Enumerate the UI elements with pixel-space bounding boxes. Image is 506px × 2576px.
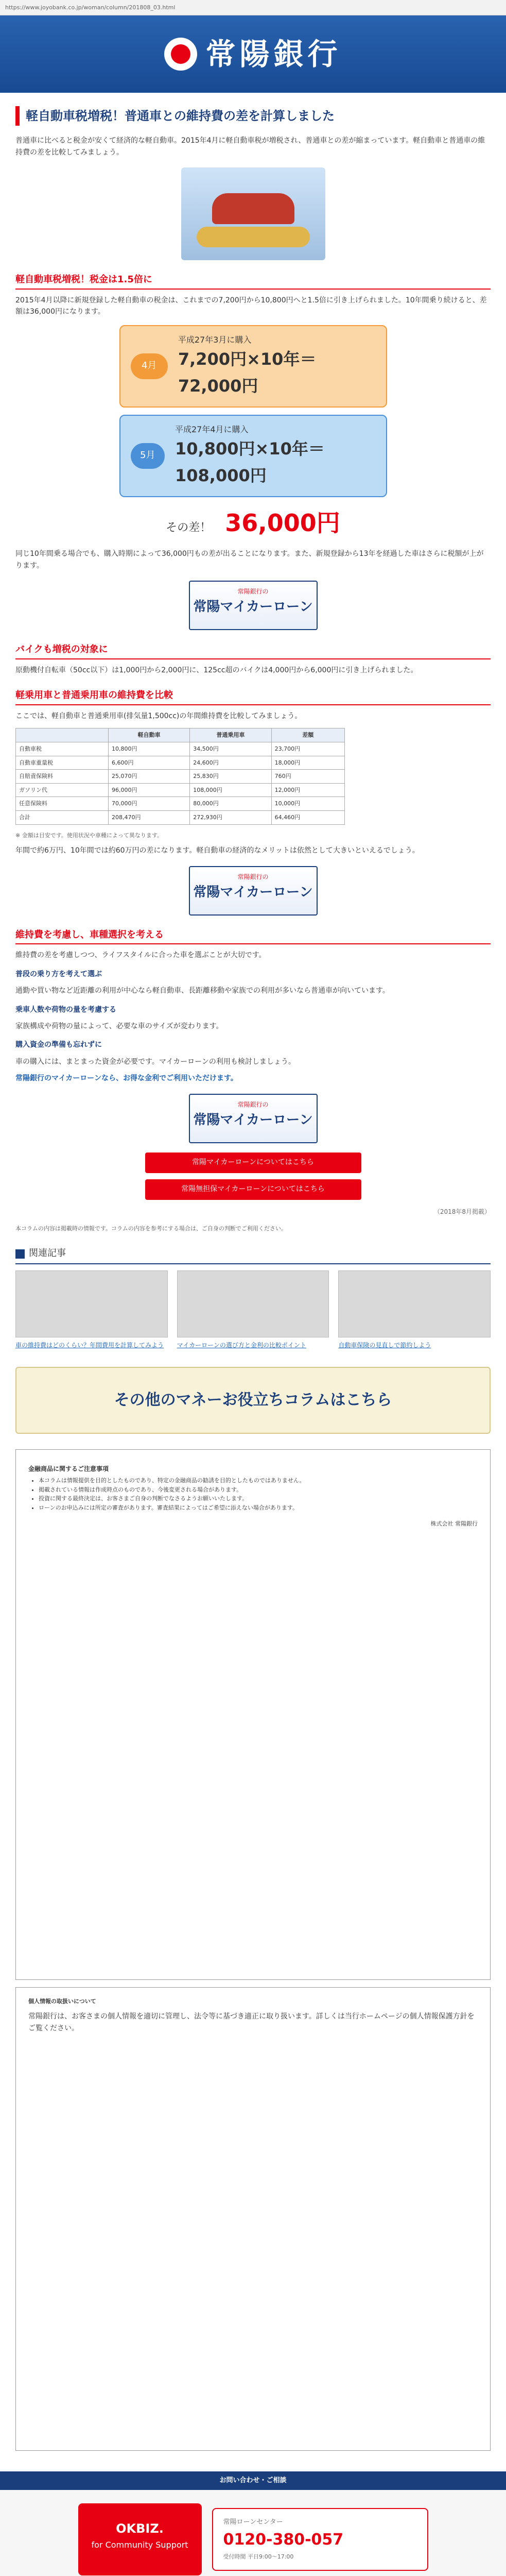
- table-cell: 18,000円: [271, 756, 344, 770]
- section1-body: 2015年4月以降に新規登録した軽自動車の税金は、これまでの7,200円から10,800円へと1.5倍に引き上げられました。10年間乗り続けると、差額は36,000円になります。: [15, 296, 487, 316]
- table-row: [16, 770, 345, 784]
- table-cell: 23,700円: [271, 742, 344, 756]
- table-cell: 80,000円: [190, 797, 271, 811]
- related-item[interactable]: [15, 1270, 168, 1351]
- sub-b-body: 家族構成や荷物の量によって、必要な車のサイズが変わります。: [15, 1022, 223, 1030]
- table-cell: 自賠責保険料: [16, 770, 109, 784]
- table-row: [16, 756, 345, 770]
- table-cell: 10,000円: [271, 797, 344, 811]
- document-icon: [15, 1249, 25, 1259]
- disclaimer: 本コラムの内容は掲載時の情報です。コラムの内容を参考にする場合は、ご自身の判断でご利用ください。: [15, 1225, 287, 1232]
- publish-date: （2018年8月掲載）: [433, 1208, 491, 1215]
- mycar-loan-banner-3[interactable]: [189, 1094, 318, 1143]
- table-cell: 70,000円: [108, 797, 189, 811]
- table-cell: 64,460円: [271, 811, 344, 825]
- hero-image: [181, 167, 325, 260]
- table-cell: 自動車税: [16, 742, 109, 756]
- related-thumbnail[interactable]: [177, 1270, 329, 1337]
- table-cell: 任意保険料: [16, 797, 109, 811]
- coins-icon: [197, 227, 310, 247]
- table-cell: 96,000円: [108, 783, 189, 797]
- table-cell: 24,600円: [190, 756, 271, 770]
- section3-body2: 年間で約6万円、10年間では約60万円の差になります。軽自動車の経済的なメリットは依然として大きいといえるでしょう。: [15, 846, 420, 855]
- tax-after-label: 平成27年4月に購入: [175, 424, 249, 434]
- related-list: [15, 1270, 491, 1351]
- sub-b-title: 乗車人数や荷物の量を考慮する: [15, 1005, 116, 1014]
- phone-label: 常陽ローンセンター: [223, 2518, 283, 2526]
- highlight-text: 常陽銀行のマイカーローンなら、お得な金利でご利用いただけます。: [15, 1074, 238, 1083]
- table-cell: 10,800円: [108, 742, 189, 756]
- table-cell: 108,000円: [190, 783, 271, 797]
- related-thumbnail[interactable]: [338, 1270, 491, 1337]
- tax-before-box: [119, 325, 387, 408]
- sub-a-title: 普段の乗り方を考えて選ぶ: [15, 970, 102, 978]
- cost-table: [15, 728, 345, 824]
- notice-item: • 掲載されている情報は作成時点のものであり、今後変更される場合があります。: [39, 1485, 478, 1495]
- cost-table-header-cell: 差額: [271, 728, 344, 742]
- mycar-loan-banner-2[interactable]: [189, 866, 318, 916]
- banner-main-text: 常陽マイカーローン: [193, 599, 313, 615]
- okbiz-banner[interactable]: [78, 2503, 202, 2575]
- table-cell: 合計: [16, 811, 109, 825]
- section2-body: 原動機付自転車（50cc以下）は1,000円から2,000円に、125cc超のバイクは4,000円から6,000円に引き上げられました。: [15, 666, 418, 674]
- sub-a-body: 通勤や買い物など近距離の利用が中心なら軽自動車、長距離移動や家族での利用が多いなら普通車が向いています。: [15, 987, 390, 995]
- table-cell: 6,600円: [108, 756, 189, 770]
- related-link[interactable]: 自動車保険の見直しで節約しよう: [338, 1342, 431, 1349]
- table-cell: 34,500円: [190, 742, 271, 756]
- tax-before-tag: 4月: [131, 353, 168, 379]
- banner-top-text: 常陽銀行の: [237, 873, 269, 880]
- table-cell: 760円: [271, 770, 344, 784]
- related-link[interactable]: マイカーローンの選び方と金利の比較ポイント: [177, 1342, 306, 1349]
- table-row: [16, 742, 345, 756]
- table-cell: 12,000円: [271, 783, 344, 797]
- table-cell: 208,470円: [108, 811, 189, 825]
- notice-item: • 本コラムは情報提供を目的としたものであり、特定の金融商品の勧誘を目的としたものではありません。: [39, 1476, 478, 1485]
- contact-area: [0, 2490, 506, 2576]
- article-title: 軽自動車税増税！普通車との維持費の差を計算しました: [15, 106, 491, 126]
- related-heading: [15, 1246, 491, 1264]
- section4-body: 維持費の差を考慮しつつ、ライフスタイルに合った車を選ぶことが大切です。: [15, 951, 266, 960]
- cost-table-header: [16, 728, 345, 742]
- section3-body: ここでは、軽自動車と普通乗用車(排気量1,500cc)の年間維持費を比較してみましょう。: [15, 712, 302, 721]
- related-item[interactable]: [338, 1270, 491, 1351]
- contact-heading: お問い合わせ・ご相談: [0, 2471, 506, 2490]
- privacy-box: [15, 1987, 491, 2451]
- tax-diff-label: その差！: [166, 521, 212, 534]
- article: [0, 106, 506, 1351]
- tax-diff: [15, 504, 491, 543]
- table-row: [16, 797, 345, 811]
- related-item[interactable]: [177, 1270, 329, 1351]
- car-icon: [212, 193, 294, 224]
- table-cell: 272,930円: [190, 811, 271, 825]
- related-heading-text: 関連記事: [29, 1248, 66, 1259]
- mycar-loan-cta-button[interactable]: 常陽マイカーローンについてはこちら: [145, 1153, 361, 1173]
- tax-after-box: [119, 415, 387, 497]
- banner-main-text: 常陽マイカーローン: [193, 884, 313, 900]
- notice-heading: 金融商品に関するご注意事項: [28, 1465, 109, 1472]
- banner-main-text: 常陽マイカーローン: [193, 1112, 313, 1128]
- tax-diff-value: 36,000円: [225, 509, 340, 537]
- banner-top-text: 常陽銀行の: [237, 1100, 269, 1108]
- notice-sign: 株式会社 常陽銀行: [430, 1520, 478, 1528]
- tax-after-tag: 5月: [131, 443, 165, 469]
- table-cell: 自動車重量税: [16, 756, 109, 770]
- okbiz-subtitle: for Community Support: [91, 2540, 188, 2550]
- cost-table-header-cell: 普通乗用車: [190, 728, 271, 742]
- mycar-loan-banner[interactable]: [189, 581, 318, 630]
- table-row: [16, 811, 345, 825]
- privacy-heading: 個人情報の取扱いについて: [28, 1997, 96, 2005]
- tax-before-calc: 7,200円×10年＝72,000円: [178, 349, 317, 396]
- notice-box: [15, 1449, 491, 1980]
- sub-c-title: 購入資金の準備も忘れずに: [15, 1041, 102, 1049]
- table-row: [16, 783, 345, 797]
- tax-before-label: 平成27年3月に購入: [178, 334, 252, 345]
- phone-box: [212, 2508, 428, 2571]
- notice-item: • ローンのお申込みには所定の審査があります。審査結果によってはご希望に添えない場合があります。: [39, 1503, 478, 1513]
- phone-number[interactable]: 0120-380-057: [223, 2531, 344, 2549]
- article-intro: 普通車に比べると税金が安くて経済的な軽自動車。2015年4月に軽自動車税が増税され、普通車との差が縮まっています。軽自動車と普通車の維持費の差を比較してみましょう。: [15, 137, 485, 157]
- related-thumbnail[interactable]: [15, 1270, 168, 1337]
- unsecured-loan-cta-button[interactable]: 常陽無担保マイカーローンについてはこちら: [145, 1179, 361, 1200]
- tax-after-calc: 10,800円×10年＝108,000円: [175, 439, 325, 485]
- site-header: [0, 15, 506, 93]
- section3-title: 軽乗用車と普通乗用車の維持費を比較: [15, 688, 491, 705]
- bank-logo-icon: [164, 38, 197, 71]
- table-cell: 25,070円: [108, 770, 189, 784]
- phone-hours: 受付時間 平日9:00～17:00: [223, 2553, 294, 2561]
- banner-top-text: 常陽銀行の: [237, 588, 269, 596]
- money-column-banner[interactable]: その他のマネーお役立ちコラムはこちら: [15, 1367, 491, 1434]
- sub-c-body: 車の購入には、まとまった資金が必要です。マイカーローンの利用も検討しましょう。: [15, 1057, 295, 1066]
- table-cell: 25,830円: [190, 770, 271, 784]
- section1-title: 軽自動車税増税！税金は1.5倍に: [15, 273, 491, 290]
- section4-title: 維持費を考慮し、車種選択を考える: [15, 928, 491, 945]
- okbiz-title: OKBIZ.: [116, 2521, 164, 2536]
- bank-name[interactable]: 常陽銀行: [205, 36, 342, 72]
- cost-table-header-cell: [16, 728, 109, 742]
- privacy-body: 常陽銀行は、お客さまの個人情報を適切に管理し、法令等に基づき適正に取り扱います。詳しくは当行ホームページの個人情報保護方針をご覧ください。: [28, 2012, 475, 2032]
- table-cell: ガソリン代: [16, 783, 109, 797]
- section1-body2: 同じ10年間乗る場合でも、購入時期によって36,000円もの差が出ることになります。また、新規登録から13年を経過した車はさらに税額が上がります。: [15, 550, 484, 570]
- browser-url-bar[interactable]: https://www.joyobank.co.jp/woman/column/201808_03.html: [0, 0, 506, 15]
- notice-item: • 投資に関する最終決定は、お客さまご自身の判断でなさるようお願いいたします。: [39, 1494, 478, 1503]
- cost-table-header-cell: 軽自動車: [108, 728, 189, 742]
- section2-title: バイクも増税の対象に: [15, 642, 491, 659]
- cost-table-notes: ※ 金額は目安です。使用状況や車種によって異なります。: [15, 832, 163, 839]
- related-link[interactable]: 車の維持費はどのくらい？年間費用を計算してみよう: [15, 1342, 164, 1349]
